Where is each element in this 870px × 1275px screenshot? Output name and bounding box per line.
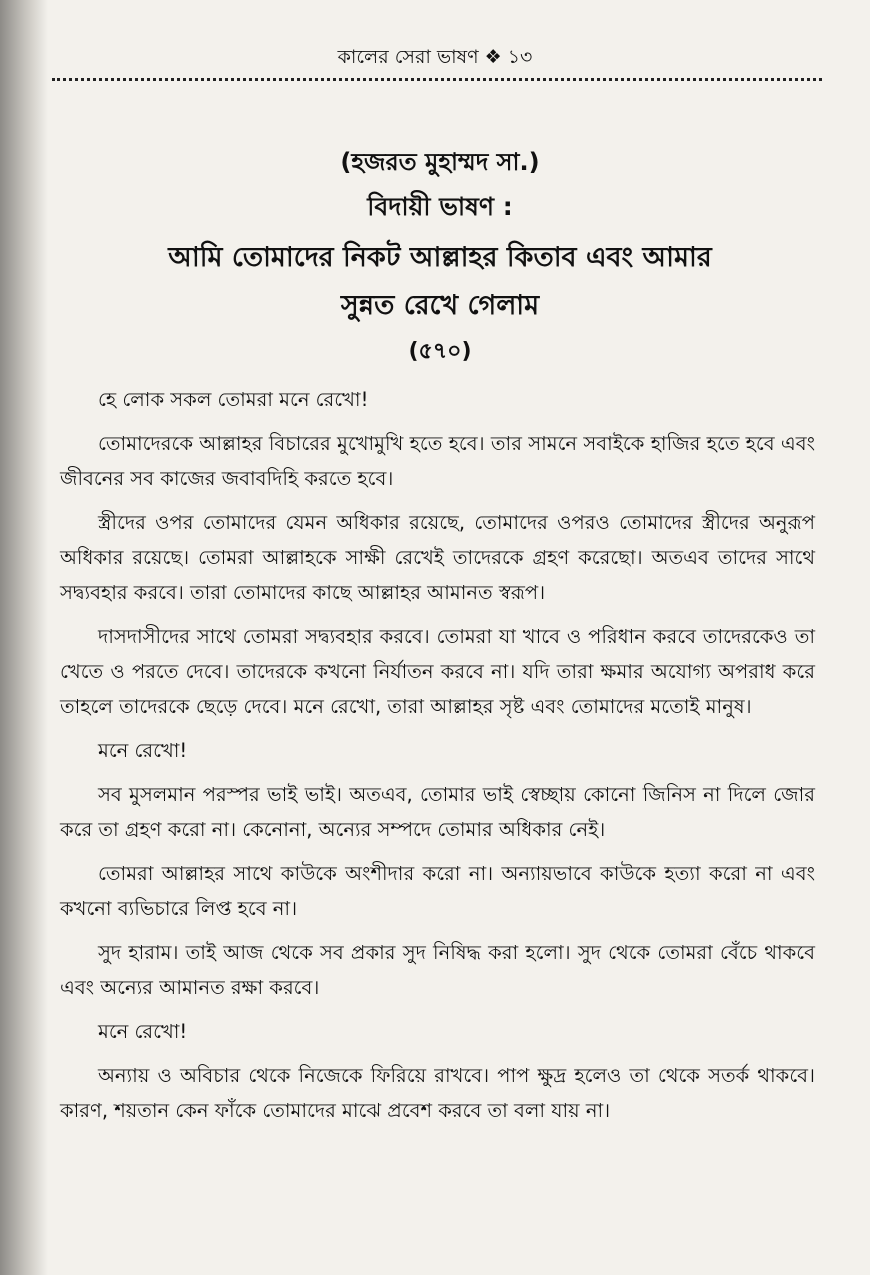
paragraph: তোমাদেরকে আল্লাহর বিচারের মুখোমুখি হতে হবে। তার সামনে সবাইকে হাজির হতে হবে এবং জীবনের সব কাজের জবাবদিহি করতে হবে। — [60, 432, 815, 490]
speech-number: (৫৭০) — [408, 339, 472, 364]
headline-line-2: সুন্নত রেখে গেলাম — [340, 290, 540, 321]
paragraph: তোমরা আল্লাহর সাথে কাউকে অংশীদার করো না। অন্যায়ভাবে কাউকে হত্যা করো না এবং কখনো ব্যভিচারে লিপ্ত হবে না। — [60, 862, 815, 920]
header-dotted-rule — [52, 78, 822, 81]
paragraph: সুদ হারাম। তাই আজ থেকে সব প্রকার সুদ নিষিদ্ধ করা হলো। সুদ থেকে তোমরা বেঁচে থাকবে এবং অন্যের আমানত রক্ষা করবে। — [60, 941, 815, 999]
paragraph: অন্যায় ও অবিচার থেকে নিজেকে ফিরিয়ে রাখবে। পাপ ক্ষুদ্র হলেও তা থেকে সতর্ক থাকবে। কারণ, শয়তান কেন ফাঁকে তোমাদের মাঝে প্রবেশ করবে তা বলা যায় না। — [60, 1064, 815, 1122]
speaker-name: (হজরত মুহাম্মদ সা.) — [340, 148, 540, 176]
paragraph: স্ত্রীদের ওপর তোমাদের যেমন অধিকার রয়েছে, তোমাদের ওপরও তোমাদের স্ত্রীদের অনুরূপ অধিকার রয়েছে। তোমরা আল্লাহকে সাক্ষী রেখেই তাদেরকে গ্রহণ করেছো। অতএব তাদের সাথে সদ্ব্যবহার করবে। তারা তোমাদের কাছে আল্লাহর আমানত স্বরূপ। — [60, 511, 815, 604]
headline-line-1: আমি তোমাদের নিকট আল্লাহর কিতাব এবং আমার — [168, 242, 712, 273]
paragraph: মনে রেখো! — [98, 1020, 188, 1043]
running-header: কালের সেরা ভাষণ ❖ ১৩ — [337, 46, 533, 68]
paragraph: মনে রেখো! — [98, 739, 188, 762]
speech-title: বিদায়ী ভাষণ : — [367, 192, 513, 221]
paragraph: সব মুসলমান পরস্পর ভাই ভাই। অতএব, তোমার ভাই স্বেচ্ছায় কোনো জিনিস না দিলে জোর করে তা গ্রহণ করো না। কেনোনা, অন্যের সম্পদে তোমার অধিকার নেই। — [60, 783, 815, 841]
paragraph: দাসদাসীদের সাথে তোমরা সদ্ব্যবহার করবে। তোমরা যা খাবে ও পরিধান করবে তাদেরকেও তা খেতে ও পরতে দেবে। তাদেরকে কখনো নির্যাতন করবে না। যদি তারা ক্ষমার অযোগ্য অপরাধ করে তাহলে তাদেরকে ছেড়ে দেবে। মনে রেখো, তারা আল্লাহর সৃষ্ট এবং তোমাদের মতোই মানুষ। — [60, 625, 815, 718]
speech-body — [60, 382, 815, 1137]
speech-heading — [60, 140, 820, 372]
paragraph: হে লোক সকল তোমরা মনে রেখো! — [98, 388, 369, 411]
